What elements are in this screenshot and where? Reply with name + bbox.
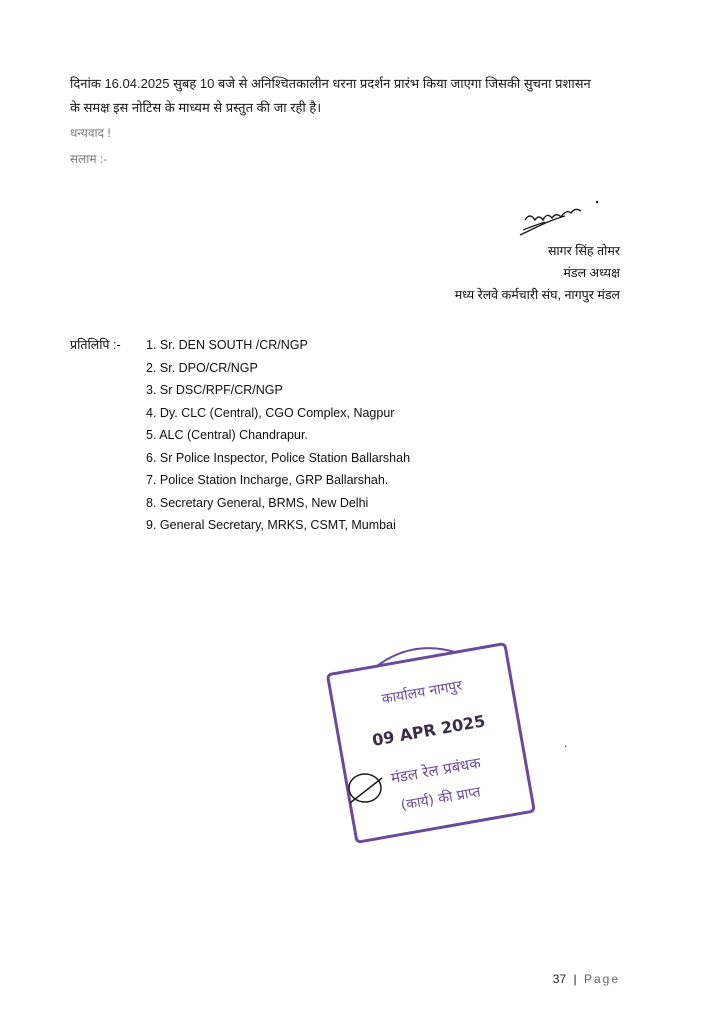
signatory-designation: मंडल अध्यक्ष: [563, 266, 620, 280]
copy-to-label: प्रतिलिपि :-: [70, 338, 121, 352]
copy-to-item: 8. Secretary General, BRMS, New Delhi: [146, 495, 369, 510]
copy-to-item: 3. Sr DSC/RPF/CR/NGP: [146, 383, 283, 397]
receipt-stamp: [320, 618, 540, 858]
salute-text: सलाम :-: [70, 152, 108, 166]
notice-paragraph: [70, 72, 630, 120]
signatory-organization: मध्य रेलवे कर्मचारी संघ, नागपुर मंडल: [454, 288, 620, 302]
notice-line-1: दिनांक 16.04.2025 सुबह 10 बजे से अनिश्चितकालीन धरना प्रदर्शन प्रारंभ किया जाएगा जिसकी सुचना प्रशासन: [70, 76, 591, 91]
page-word: Page: [583, 972, 620, 986]
page-number: 37: [552, 972, 567, 986]
stamp-office-text: कार्यालय नागपुर: [380, 677, 464, 708]
signature-block: [455, 185, 620, 306]
thanks-text: धन्यवाद !: [70, 126, 111, 140]
signatory-name: सागर सिंह तोमर: [547, 244, 620, 258]
page-footer: [553, 972, 620, 986]
notice-line-2: के समक्ष इस नोटिस के माध्यम से प्रस्तुत की जा रही है।: [70, 100, 322, 115]
footer-separator: |: [573, 972, 577, 986]
stamp-dept-text: मंडल रेल प्रबंधक: [389, 753, 483, 788]
copy-to-item: 7. Police Station Incharge, GRP Ballarshah.: [146, 473, 389, 487]
copy-to-item: 6. Sr Police Inspector, Police Station Ballarshah: [146, 450, 411, 465]
copy-to-item: 5. ALC (Central) Chandrapur.: [146, 428, 308, 442]
copy-to-list: [146, 334, 410, 537]
copy-to-item: 4. Dy. CLC (Central), CGO Complex, Nagpur: [146, 405, 395, 420]
copy-to-item: 1. Sr. DEN SOUTH /CR/NGP: [146, 338, 308, 352]
initial-scribble: [349, 774, 382, 803]
stamp-date: 09 APR 2025: [370, 711, 487, 750]
copy-to-item: 9. General Secretary, MRKS, CSMT, Mumbai: [146, 518, 396, 532]
stray-mark: .: [564, 736, 568, 750]
copy-to-item: 2. Sr. DPO/CR/NGP: [146, 360, 258, 375]
stamp-receipt-text: (कार्य) की प्राप्त: [399, 784, 482, 814]
